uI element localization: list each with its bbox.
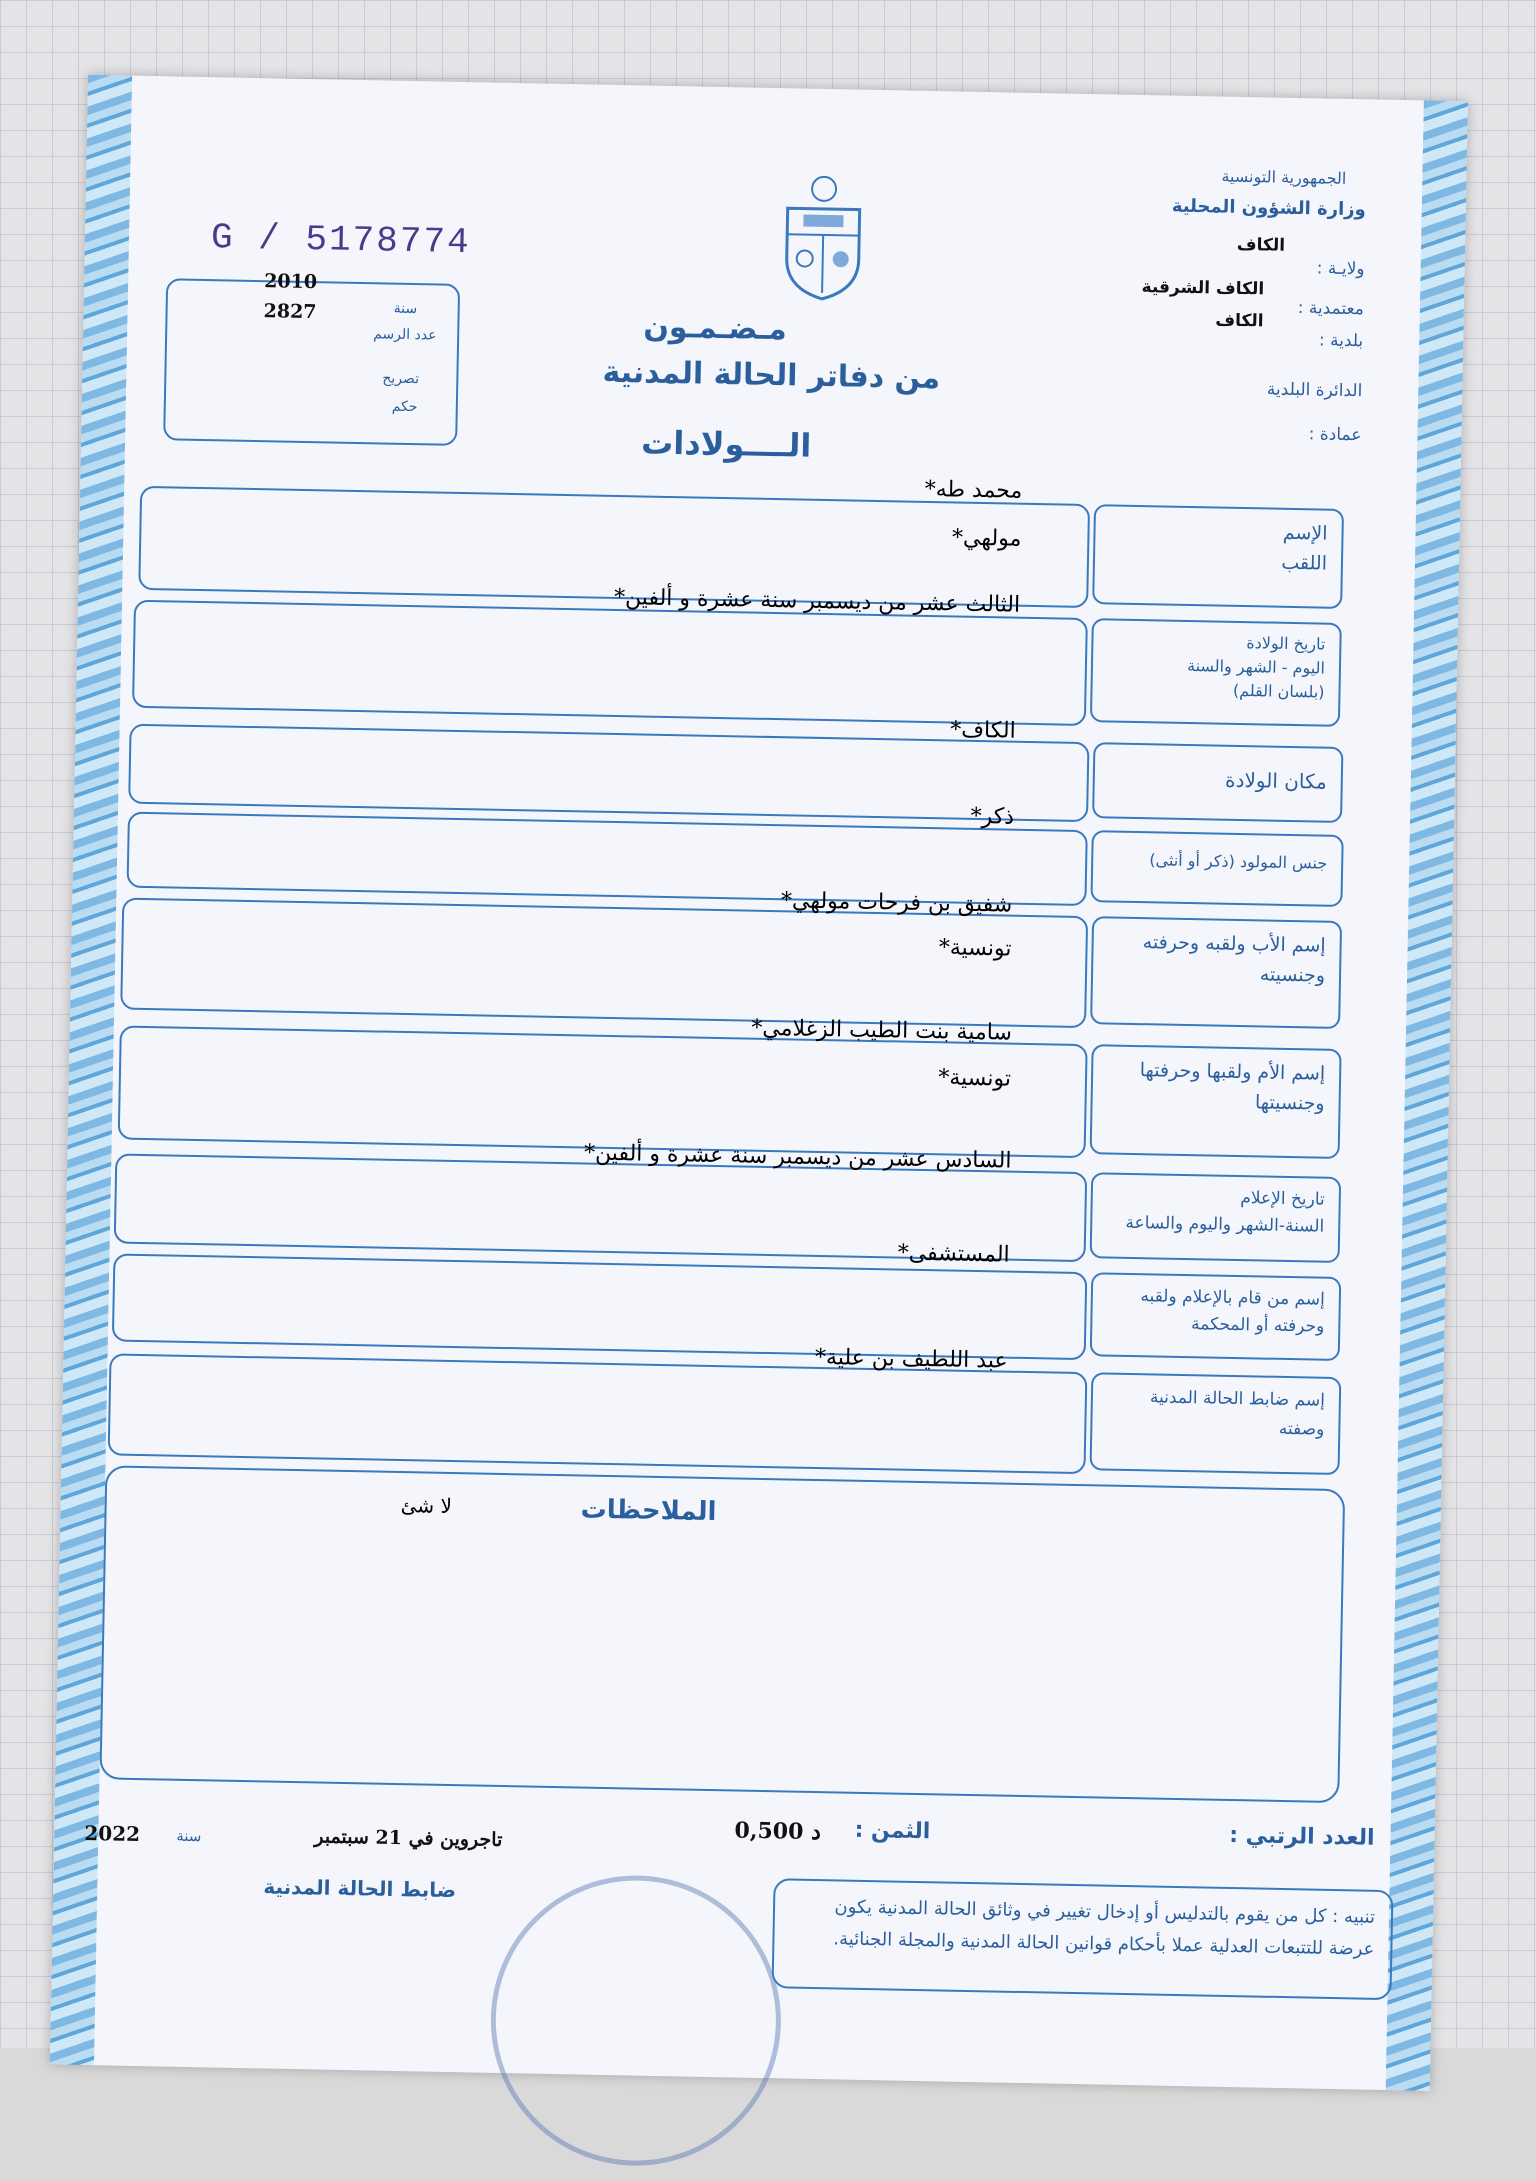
wilaya-label: ولايـة :	[1316, 258, 1365, 280]
ministry-label: وزارة الشؤون المحلية	[1171, 195, 1366, 221]
declarant-label: إسم من قام بالإعلام ولقبه وحرفته أو المحكمة	[1090, 1272, 1342, 1361]
name-label: الإسم اللقب	[1092, 504, 1344, 609]
remarks-label: الملاحظات	[580, 1494, 717, 1528]
birthplace-value: الكاف*	[949, 717, 1016, 744]
declaration-label: تصريح	[382, 370, 420, 388]
birth-certificate	[50, 75, 1468, 2091]
price-value: 0,500 د	[734, 1817, 822, 1846]
daira-label: الدائرة البلدية	[1266, 379, 1363, 402]
first-name-value: محمد طه*	[924, 476, 1023, 504]
republic-label: الجمهورية التونسية	[1221, 166, 1347, 188]
declarant-value: المستشفى*	[897, 1240, 1010, 1268]
mother-nationality-value: تونسية*	[938, 1065, 1012, 1092]
officer-title: ضابط الحالة المدنية	[263, 1874, 457, 1903]
title-births: الــــولادات	[640, 423, 812, 465]
legal-warning: تنبيه : كل من يقوم بالتدليس أو إدخال تغيير في وثائق الحالة المدنية يكون عرضة للتتبعات العدلية عملا بأحكام قوانين الحالة المدنية والمجلة الجنائية.	[772, 1878, 1394, 2000]
father-label: إسم الأب ولقبه وحرفته وجنسيته	[1090, 916, 1342, 1029]
declaration-date-label: تاريخ الإعلام السنة-الشهر واليوم والساعة	[1090, 1172, 1342, 1263]
sex-label: جنس المولود (ذكر أو أنثى)	[1090, 830, 1343, 907]
place-date-value: تاجروين في 21 سبتمبر	[314, 1825, 503, 1852]
wilaya-value: الكاف	[1236, 234, 1286, 256]
official-stamp	[488, 1873, 784, 2169]
declaration-date-value: السادس عشر من ديسمبر سنة عشرة و ألفين*	[583, 1140, 1012, 1174]
ordinal-label: العدد الرتبي :	[1228, 1822, 1375, 1851]
baladia-value: الكاف	[1215, 310, 1264, 332]
mother-name-value: سامية بنت الطيب الزغلامي*	[751, 1015, 1013, 1046]
father-nationality-value: تونسية*	[938, 935, 1012, 962]
officer-label: إسم ضابط الحالة المدنية وصفته	[1090, 1372, 1342, 1475]
father-name-value: شفيق بن فرحات مولهي*	[780, 888, 1013, 918]
father-value-box	[120, 898, 1088, 1029]
officer-value: عبد اللطيف بن علية*	[814, 1344, 1008, 1374]
remarks-value: لا شئ	[400, 1493, 453, 1518]
ruling-label: حكم	[391, 398, 418, 416]
birthdate-value: الثالث عشر من ديسمبر سنة عشرة و ألفين*	[613, 584, 1021, 618]
title-registers: من دفاتر الحالة المدنية	[602, 354, 941, 397]
serial-number: G / 5178774	[210, 217, 472, 264]
mootamadia-label: معتمدية :	[1297, 298, 1365, 320]
tunisia-coat-of-arms-icon	[772, 172, 874, 304]
sex-value: ذكر*	[970, 803, 1015, 830]
declarant-value-box	[112, 1253, 1088, 1360]
birthdate-label: تاريخ الولادة اليوم - الشهر والسنة (بلسان القلم)	[1090, 618, 1342, 727]
year-label: سنة	[393, 300, 418, 318]
mootamadia-value: الكاف الشرقية	[1141, 277, 1265, 300]
mother-value-box	[118, 1026, 1088, 1159]
record-label: عدد الرسم	[373, 326, 437, 344]
footer-year-label: سنة	[176, 1826, 202, 1846]
surname-value: مولهي*	[951, 525, 1022, 552]
footer-year-value: 2022	[84, 1821, 141, 1847]
price-label: الثمن :	[854, 1817, 931, 1845]
title-content: مـضـمـون	[643, 309, 788, 348]
mother-label: إسم الأم ولقبها وحرفتها وجنسيتها	[1090, 1044, 1342, 1159]
imada-label: عمادة :	[1308, 424, 1362, 446]
birthplace-label: مكان الولادة	[1092, 742, 1343, 823]
birthplace-value-box	[128, 724, 1089, 822]
year-value: 2010	[263, 270, 318, 294]
baladia-label: بلدية :	[1318, 330, 1364, 352]
remarks-box	[99, 1465, 1345, 1803]
birthdate-value-box	[132, 600, 1088, 726]
record-value: 2827	[263, 300, 317, 324]
